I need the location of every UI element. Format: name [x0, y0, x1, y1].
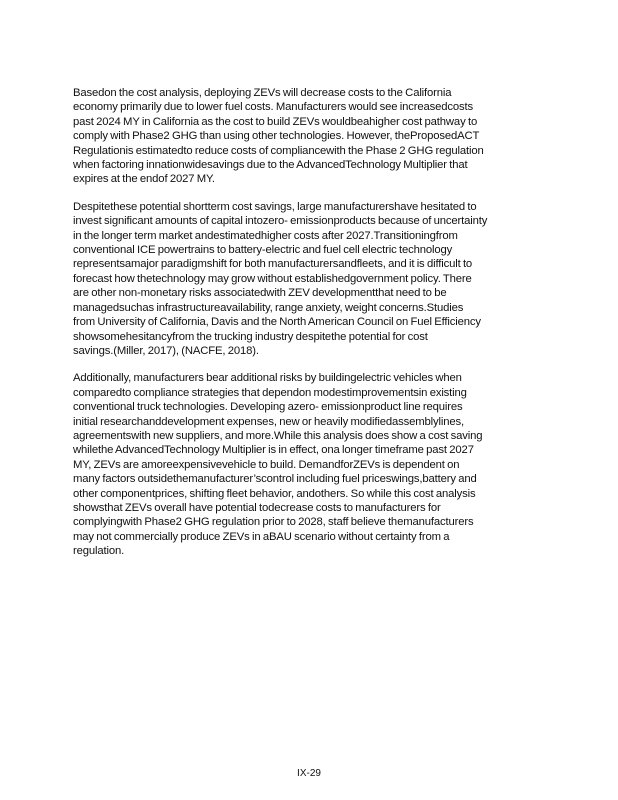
text-line: are other non-monetary risks associatedwith ZEV developmentthat need to be: [73, 287, 447, 300]
text-line: may not commercially produce ZEVs in aBAU scenario without certainty from a: [73, 530, 450, 543]
text-line: Regulationis estimatedto reduce costs of compliancewith the Phase 2 GHG regulation: [73, 144, 484, 157]
text-line: past 2024 MY in California as the cost to build ZEVs wouldbeahigher cost pathway to: [73, 115, 478, 128]
text-line: regulation.: [73, 545, 125, 558]
text-line: whilethe AdvancedTechnology Multiplier is in effect, ona longer timeframe past 2027: [73, 444, 474, 457]
text-line: conventional ICE powertrains to battery-electric and fuel cell electric technology: [73, 244, 453, 257]
text-line: comply with Phase2 GHG than using other technologies. However, theProposedACT: [73, 130, 480, 143]
text-line: savings.(Miller, 2017), (NACFE, 2018).: [73, 344, 259, 357]
paragraph-hesitation: [73, 200, 548, 358]
text-line: Despitethese potential shortterm cost savings, large manufacturershave hesitated to: [73, 200, 477, 213]
paragraph-cost-analysis: [73, 86, 548, 187]
text-line: showsomehesitancyfrom the trucking industry despitethe potential for cost: [73, 330, 428, 343]
text-line: Basedon the cost analysis, deploying ZEVs will decrease costs to the California: [73, 87, 452, 99]
text-line: Additionally, manufacturers bear additional risks by buildingelectric vehicles when: [73, 372, 462, 385]
body-text: [73, 86, 548, 572]
text-line: other componentprices, shifting fleet behavior, andothers. So while this cost analysis: [73, 487, 476, 500]
page-number: IX-29: [297, 768, 321, 779]
text-line: invest significant amounts of capital intozero- emissionproducts because of uncertainty: [73, 215, 488, 228]
text-line: when factoring innationwidesavings due to the AdvancedTechnology Multiplier that: [73, 159, 468, 172]
text-line: MY, ZEVs are amoreexpensivevehicle to build. DemandforZEVs is dependent on: [73, 458, 460, 471]
text-line: showsthat ZEVs overall have potential todecrease costs to manufacturers for: [73, 501, 441, 514]
paragraph-additional-risks: [73, 371, 548, 558]
text-line: managedsuchas infrastructureavailability, range anxiety, weight concerns.Studies: [73, 301, 464, 314]
text-line: forecast how thetechnology may grow without establishedgovernment policy. There: [73, 272, 472, 285]
text-line: initial researchanddevelopment expenses, new or heavily modifiedassemblylines,: [73, 415, 464, 428]
text-line: comparedto compliance strategies that dependon modestimprovementsin existing: [73, 386, 467, 399]
text-line: from University of California, Davis and the North American Council on Fuel Efficiency: [73, 316, 481, 329]
text-line: conventional truck technologies. Developing azero- emissionproduct line requires: [73, 401, 463, 414]
text-line: in the longer term market andestimatedhigher costs after 2027.Transitioningfrom: [73, 229, 458, 242]
text-line: agreementswith new suppliers, and more.While this analysis does show a cost saving: [73, 429, 483, 442]
text-line: expires at the endof 2027 MY.: [73, 173, 215, 186]
text-line: many factors outsidethemanufacturer’scontrol including fuel priceswings,battery and: [73, 473, 477, 486]
text-line: complyingwith Phase2 GHG regulation prior to 2028, staff believe themanufacturers: [73, 516, 474, 529]
text-line: economy primarily due to lower fuel costs. Manufacturers would see increasedcosts: [73, 101, 474, 114]
text-line: representsamajor paradigmshift for both manufacturersandfleets, and it is difficult to: [73, 258, 473, 271]
